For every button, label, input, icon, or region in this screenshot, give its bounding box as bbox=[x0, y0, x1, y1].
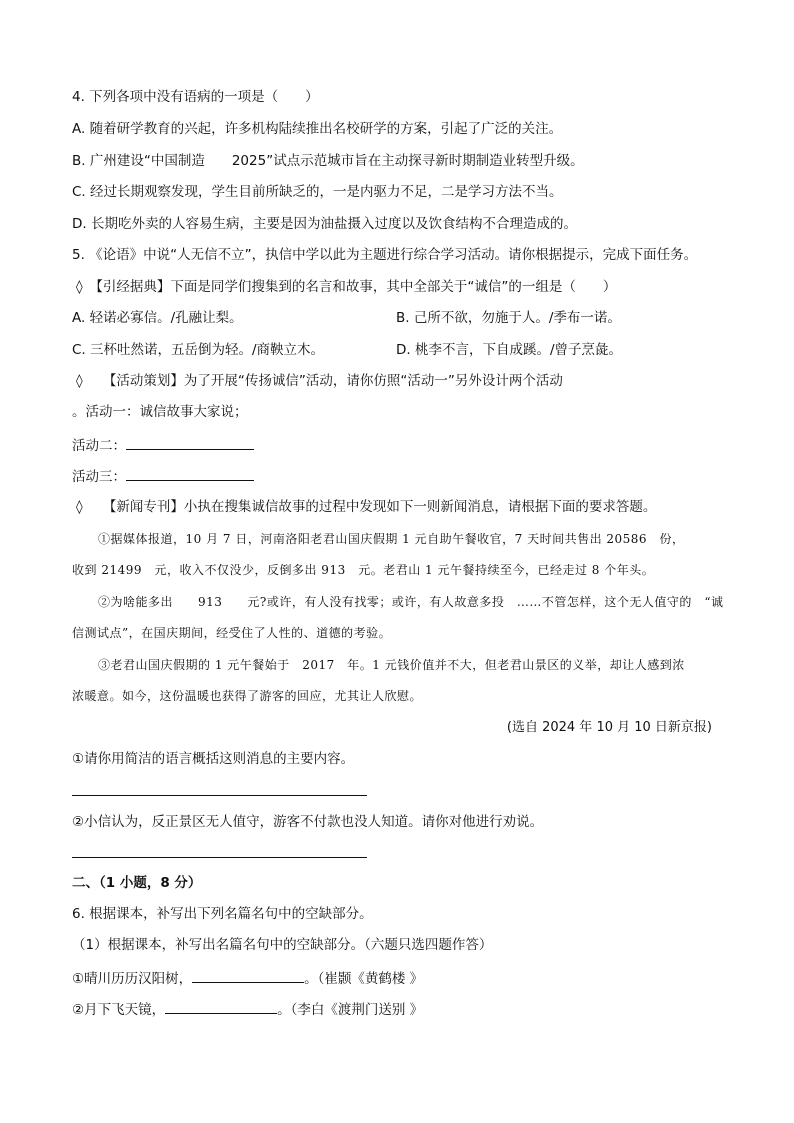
q5-task1: ◊ 【引经据典】下面是同学们搜集到的名言和故事，其中全部关于“诚信”的一组是（ ） bbox=[76, 279, 617, 295]
q5-option-d: D. 桃李不言，下自成蹊。/曾子烹彘。 bbox=[396, 342, 623, 358]
activity-two-row bbox=[72, 435, 254, 455]
news-para3-line1: ③老君山国庆假期的 1 元午餐始于 2017 年。1 元钱价值并不大，但老君山景区的义举，却让人感到浓 bbox=[98, 658, 685, 672]
q5-option-b: B. 己所不欲，勿施于人。/季布一诺。 bbox=[396, 310, 621, 326]
activity-three-blank[interactable] bbox=[126, 466, 254, 481]
poem-line-2 bbox=[72, 999, 423, 1019]
news-para1-line1: ①据媒体报道，10 月 7 日，河南洛阳老君山国庆假期 1 元自助午餐收官，7 天时间共售出 20586 份， bbox=[98, 532, 685, 546]
q5-option-a: A. 轻诺必寡信。/孔融让梨。 bbox=[72, 310, 243, 326]
poem-line-1-source: 。（崔颢《黄鹤楼 》 bbox=[304, 971, 424, 987]
q6-stem: 6. 根据课本，补写出下列名篇名句中的空缺部分。 bbox=[72, 906, 373, 922]
news-para2-line2: 信测试点”，在国庆期间，经受住了人性的、道德的考验。 bbox=[72, 626, 392, 640]
section-two-heading: 二、（1 小题，8 分） bbox=[72, 875, 202, 891]
poem-line-2-source: 。（李白《渡荆门送别 》 bbox=[277, 1002, 424, 1018]
q5-stem: 5. 《论语》中说“人无信不立”，执信中学以此为主题进行综合学习活动。请你根据提示，完成下面任务。 bbox=[72, 247, 698, 263]
q5-option-c: C. 三杯吐然诺，五岳倒为轻。/商鞅立木。 bbox=[72, 342, 325, 358]
poem-line-2-prefix: ②月下飞天镜， bbox=[72, 1002, 166, 1018]
news-para2-line1: ②为啥能多出 913 元?或许，有人没有找零；或许，有人故意多投 ……不管怎样，这个无人值守的 “诚 bbox=[98, 595, 724, 609]
q4-option-a: A. 随着研学教育的兴起，许多机构陆续推出名校研学的方案，引起了广泛的关注。 bbox=[72, 121, 563, 137]
q6-part1: （1）根据课本，补写出名篇名句中的空缺部分。（六题只选四题作答） bbox=[72, 937, 493, 953]
q4-stem: 4. 下列各项中没有语病的一项是（ ） bbox=[72, 89, 319, 105]
news-para1-line2: 收到 21499 元，收入不仅没少，反倒多出 913 元。老君山 1 元午餐持续至今，已经走过 8 个年头。 bbox=[72, 563, 655, 577]
news-source: (选自 2024 年 10 月 10 日新京报) bbox=[506, 720, 712, 735]
q5-task2: ◊ 【活动策划】为了开展“传扬诚信”活动，请你仿照“活动一”另外设计两个活动 bbox=[76, 373, 563, 389]
poem-line-1-blank[interactable] bbox=[192, 968, 304, 983]
news-para3-line2: 浓暖意。如今，这份温暖也获得了游客的回应，尤其让人欣慰。 bbox=[72, 689, 423, 703]
answer-line-2[interactable] bbox=[72, 857, 367, 858]
q4-option-b: B. 广州建设“中国制造 2025”试点示范城市旨在主动探寻新时期制造业转型升级。 bbox=[72, 153, 584, 169]
activity-two-blank[interactable] bbox=[126, 435, 254, 450]
activity-one: 。活动一：诚信故事大家说； bbox=[72, 404, 248, 420]
activity-three-row bbox=[72, 466, 254, 486]
poem-line-1 bbox=[72, 968, 423, 988]
poem-line-1-prefix: ①晴川历历汉阳树， bbox=[72, 971, 193, 987]
poem-line-2-blank[interactable] bbox=[165, 999, 277, 1014]
q4-option-c: C. 经过长期观察发现，学生目前所缺乏的，一是内驱力不足，二是学习方法不当。 bbox=[72, 184, 563, 200]
activity-three-label: 活动三： bbox=[72, 469, 126, 485]
sub-question-1: ①请你用简洁的语言概括这则消息的主要内容。 bbox=[72, 751, 355, 767]
activity-two-label: 活动二： bbox=[72, 438, 126, 454]
q5-task3: ◊ 【新闻专刊】小执在搜集诚信故事的过程中发现如下一则新闻消息，请根据下面的要求答题。 bbox=[76, 499, 657, 515]
answer-line-1[interactable] bbox=[72, 795, 367, 796]
sub-question-2: ②小信认为，反正景区无人值守，游客不付款也没人知道。请你对他进行劝说。 bbox=[72, 814, 544, 830]
q4-option-d: D. 长期吃外卖的人容易生病，主要是因为油盐摄入过度以及饮食结构不合理造成的。 bbox=[72, 216, 577, 232]
